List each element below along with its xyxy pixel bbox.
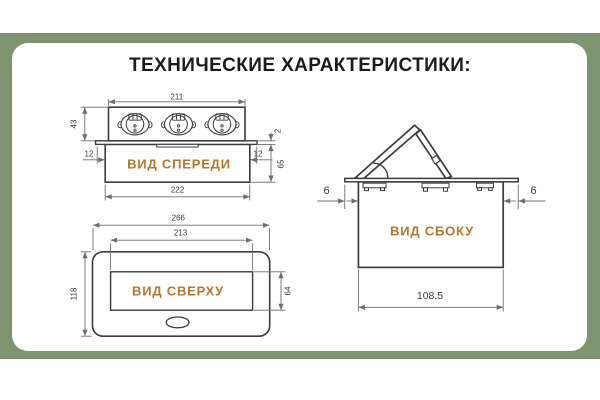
top-view-label: ВИД СВЕРХУ: [132, 283, 224, 298]
dim-front-body-width: 222: [170, 185, 185, 194]
dim-top-outer-depth: 118: [69, 287, 78, 301]
dim-front-top-height: 43: [69, 119, 79, 129]
dim-side-body-width: 108.5: [416, 289, 444, 302]
dim-top-lid-depth: 64: [283, 286, 292, 296]
dim-side-overhang-right: 6: [530, 184, 537, 197]
page-title: ТЕХНИЧЕСКИЕ ХАРАКТЕРИСТИКИ:: [129, 55, 471, 76]
dim-side-overhang-left: 6: [323, 184, 330, 197]
top-view-drawing: [81, 225, 286, 336]
dim-front-overhang-left: 12: [84, 149, 94, 158]
front-view-label: ВИД СПЕРЕДИ: [127, 156, 231, 171]
side-view-drawing: [318, 125, 546, 311]
side-view-label: ВИД СБОКУ: [390, 223, 474, 239]
dim-front-flange-thickness: 2: [273, 128, 282, 134]
dim-top-outer-width: 266: [171, 213, 185, 222]
dim-front-overhang-right: 12: [253, 149, 263, 158]
dim-top-lid-width: 213: [173, 228, 188, 237]
dim-front-top-width: 211: [170, 92, 184, 102]
dim-front-body-height: 65: [276, 159, 285, 168]
open-lid: [356, 125, 452, 180]
